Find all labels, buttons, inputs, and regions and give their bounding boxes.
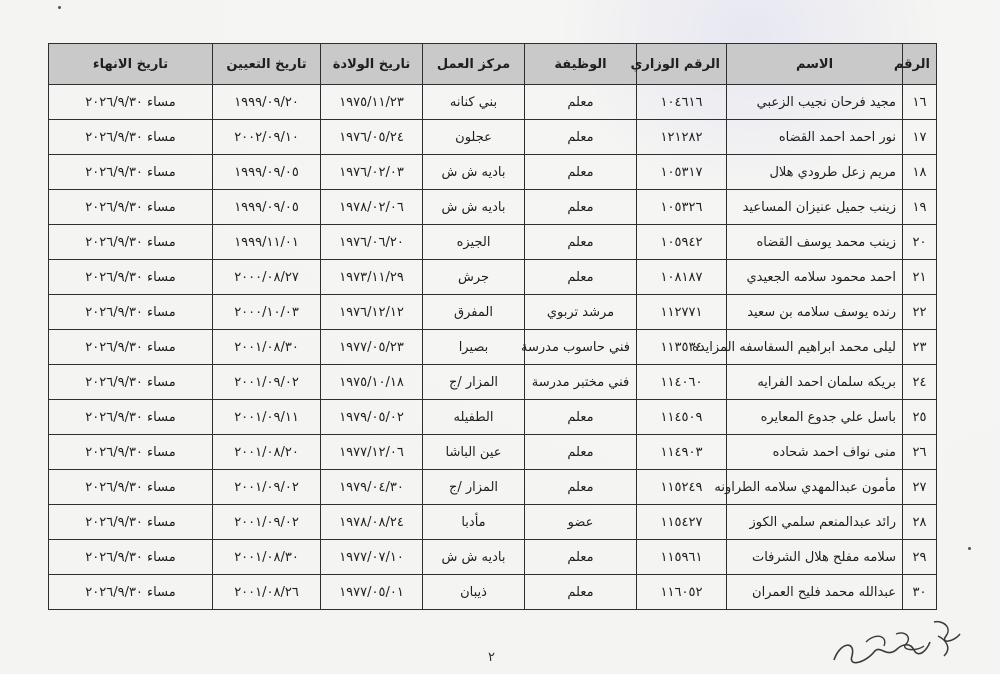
cell-job: مرشد تربوي: [525, 295, 637, 330]
cell-job: عضو: [525, 505, 637, 540]
cell-job: معلم: [525, 155, 637, 190]
cell-num: ٢١: [903, 260, 937, 295]
cell-name: رنده يوسف سلامه بن سعيد: [727, 295, 903, 330]
cell-num: ٢٨: [903, 505, 937, 540]
cell-end-date: مساء ٢٠٢٦/٩/٣٠: [49, 505, 213, 540]
table-row: [49, 505, 937, 540]
cell-end-date: مساء ٢٠٢٦/٩/٣٠: [49, 225, 213, 260]
cell-work-center: مأدبا: [423, 505, 525, 540]
cell-job: معلم: [525, 190, 637, 225]
cell-appointment-date: ١٩٩٩/٠٩/٢٠: [213, 85, 321, 120]
cell-birth-date: ١٩٧٨/٠٢/٠٦: [321, 190, 423, 225]
cell-work-center: باديه ش ش: [423, 155, 525, 190]
cell-name: عبدالله محمد فليح العمران: [727, 575, 903, 610]
page-number: ٢: [488, 650, 495, 665]
cell-job: معلم: [525, 435, 637, 470]
cell-job: معلم: [525, 470, 637, 505]
cell-num: ٢٠: [903, 225, 937, 260]
cell-work-center: ذيبان: [423, 575, 525, 610]
cell-work-center: المزار /ج: [423, 470, 525, 505]
cell-name: بريكه سلمان احمد الفرايه: [727, 365, 903, 400]
cell-job: فني حاسوب مدرسة: [525, 330, 637, 365]
cell-name: زينب محمد يوسف القضاه: [727, 225, 903, 260]
table-row: [49, 190, 937, 225]
cell-name: احمد محمود سلامه الجعيدي: [727, 260, 903, 295]
table-row: [49, 260, 937, 295]
cell-end-date: مساء ٢٠٢٦/٩/٣٠: [49, 120, 213, 155]
header-num: الرقم: [903, 44, 937, 85]
cell-name: سلامه مفلح هلال الشرفات: [727, 540, 903, 575]
header-birth-date: تاريخ الولادة: [321, 44, 423, 85]
cell-end-date: مساء ٢٠٢٦/٩/٣٠: [49, 260, 213, 295]
table-row: [49, 540, 937, 575]
cell-appointment-date: ٢٠٠٢/٠٩/١٠: [213, 120, 321, 155]
cell-num: ٣٠: [903, 575, 937, 610]
handwritten-signature: [826, 612, 966, 672]
table-row: [49, 400, 937, 435]
cell-birth-date: ١٩٧٦/١٢/١٢: [321, 295, 423, 330]
cell-appointment-date: ٢٠٠١/٠٩/٠٢: [213, 365, 321, 400]
cell-end-date: مساء ٢٠٢٦/٩/٣٠: [49, 85, 213, 120]
cell-ministry-id: ١١٢٧٧١: [637, 295, 727, 330]
cell-ministry-id: ١١٦٠٥٢: [637, 575, 727, 610]
speck: [968, 547, 971, 550]
cell-birth-date: ١٩٧٦/٠٦/٢٠: [321, 225, 423, 260]
cell-name: مأمون عبدالمهدي سلامه الطراونه: [727, 470, 903, 505]
header-job: الوظيفة: [525, 44, 637, 85]
cell-work-center: عجلون: [423, 120, 525, 155]
table-row: [49, 120, 937, 155]
cell-work-center: المزار /ج: [423, 365, 525, 400]
table-row: [49, 155, 937, 190]
cell-birth-date: ١٩٧٩/٠٥/٠٢: [321, 400, 423, 435]
speck: [58, 6, 61, 9]
cell-appointment-date: ٢٠٠١/٠٨/٢٠: [213, 435, 321, 470]
cell-birth-date: ١٩٧٧/٠٧/١٠: [321, 540, 423, 575]
table-header-row: [49, 44, 937, 85]
cell-job: معلم: [525, 540, 637, 575]
cell-work-center: باديه ش ش: [423, 540, 525, 575]
cell-ministry-id: ١٠٥٩٤٢: [637, 225, 727, 260]
header-appointment-date: تاريخ التعيين: [213, 44, 321, 85]
table-row: [49, 330, 937, 365]
cell-ministry-id: ١١٤٥٠٩: [637, 400, 727, 435]
cell-work-center: بصيرا: [423, 330, 525, 365]
cell-end-date: مساء ٢٠٢٦/٩/٣٠: [49, 400, 213, 435]
cell-birth-date: ١٩٧٥/١١/٢٣: [321, 85, 423, 120]
cell-work-center: المفرق: [423, 295, 525, 330]
cell-name: مجيد فرحان نجيب الزعبي: [727, 85, 903, 120]
cell-appointment-date: ٢٠٠١/٠٩/١١: [213, 400, 321, 435]
cell-ministry-id: ١٠٥٣١٧: [637, 155, 727, 190]
cell-appointment-date: ٢٠٠١/٠٨/٣٠: [213, 540, 321, 575]
cell-name: رائد عبدالمنعم سلمي الكوز: [727, 505, 903, 540]
cell-work-center: عين الباشا: [423, 435, 525, 470]
header-end-date: تاريخ الانهاء: [49, 44, 213, 85]
cell-end-date: مساء ٢٠٢٦/٩/٣٠: [49, 435, 213, 470]
cell-num: ٢٦: [903, 435, 937, 470]
cell-end-date: مساء ٢٠٢٦/٩/٣٠: [49, 575, 213, 610]
cell-job: معلم: [525, 85, 637, 120]
cell-job: معلم: [525, 575, 637, 610]
cell-num: ١٧: [903, 120, 937, 155]
cell-name: مريم زعل طرودي هلال: [727, 155, 903, 190]
cell-name: باسل علي جدوع المعايره: [727, 400, 903, 435]
cell-end-date: مساء ٢٠٢٦/٩/٣٠: [49, 540, 213, 575]
cell-name: زينب جميل عنيزان المساعيد: [727, 190, 903, 225]
cell-ministry-id: ١١٤٩٠٣: [637, 435, 727, 470]
cell-appointment-date: ١٩٩٩/١١/٠١: [213, 225, 321, 260]
cell-appointment-date: ٢٠٠١/٠٩/٠٢: [213, 505, 321, 540]
cell-job: معلم: [525, 120, 637, 155]
table-row: [49, 435, 937, 470]
header-ministry-id: الرقم الوزاري: [637, 44, 727, 85]
table-row: [49, 365, 937, 400]
cell-appointment-date: ٢٠٠٠/١٠/٠٣: [213, 295, 321, 330]
cell-ministry-id: ١١٣٥٣٤: [637, 330, 727, 365]
cell-ministry-id: ١١٥٤٢٧: [637, 505, 727, 540]
cell-work-center: باديه ش ش: [423, 190, 525, 225]
employee-table: [48, 43, 937, 610]
header-work-center: مركز العمل: [423, 44, 525, 85]
cell-appointment-date: ٢٠٠١/٠٨/٣٠: [213, 330, 321, 365]
cell-work-center: الجيزه: [423, 225, 525, 260]
cell-num: ١٨: [903, 155, 937, 190]
table-row: [49, 470, 937, 505]
cell-num: ٢٣: [903, 330, 937, 365]
cell-end-date: مساء ٢٠٢٦/٩/٣٠: [49, 295, 213, 330]
cell-appointment-date: ١٩٩٩/٠٩/٠٥: [213, 155, 321, 190]
cell-work-center: جرش: [423, 260, 525, 295]
cell-job: معلم: [525, 260, 637, 295]
cell-ministry-id: ١١٤٠٦٠: [637, 365, 727, 400]
cell-birth-date: ١٩٧٧/٠٥/٢٣: [321, 330, 423, 365]
cell-appointment-date: ٢٠٠٠/٠٨/٢٧: [213, 260, 321, 295]
header-name: الاسم: [727, 44, 903, 85]
cell-num: ٢٧: [903, 470, 937, 505]
cell-name: ليلى محمد ابراهيم السفاسفه المزايده: [727, 330, 903, 365]
cell-appointment-date: ٢٠٠١/٠٨/٢٦: [213, 575, 321, 610]
cell-appointment-date: ٢٠٠١/٠٩/٠٢: [213, 470, 321, 505]
cell-end-date: مساء ٢٠٢٦/٩/٣٠: [49, 330, 213, 365]
table-row: [49, 85, 937, 120]
cell-num: ١٦: [903, 85, 937, 120]
cell-num: ١٩: [903, 190, 937, 225]
cell-num: ٢٩: [903, 540, 937, 575]
table-row: [49, 225, 937, 260]
cell-birth-date: ١٩٧٦/٠٥/٢٤: [321, 120, 423, 155]
cell-ministry-id: ١٢١٢٨٢: [637, 120, 727, 155]
cell-job: فني مختبر مدرسة: [525, 365, 637, 400]
cell-end-date: مساء ٢٠٢٦/٩/٣٠: [49, 190, 213, 225]
cell-num: ٢٢: [903, 295, 937, 330]
cell-job: معلم: [525, 225, 637, 260]
table-row: [49, 295, 937, 330]
cell-job: معلم: [525, 400, 637, 435]
cell-work-center: بني كنانه: [423, 85, 525, 120]
cell-num: ٢٤: [903, 365, 937, 400]
cell-name: نور احمد احمد القضاه: [727, 120, 903, 155]
cell-birth-date: ١٩٧٥/١٠/١٨: [321, 365, 423, 400]
cell-birth-date: ١٩٧٦/٠٢/٠٣: [321, 155, 423, 190]
cell-birth-date: ١٩٧٨/٠٨/٢٤: [321, 505, 423, 540]
cell-end-date: مساء ٢٠٢٦/٩/٣٠: [49, 155, 213, 190]
cell-birth-date: ١٩٧٩/٠٤/٣٠: [321, 470, 423, 505]
cell-end-date: مساء ٢٠٢٦/٩/٣٠: [49, 365, 213, 400]
cell-end-date: مساء ٢٠٢٦/٩/٣٠: [49, 470, 213, 505]
cell-ministry-id: ١٠٨١٨٧: [637, 260, 727, 295]
cell-name: منى نواف احمد شحاده: [727, 435, 903, 470]
cell-appointment-date: ١٩٩٩/٠٩/٠٥: [213, 190, 321, 225]
cell-num: ٢٥: [903, 400, 937, 435]
cell-ministry-id: ١٠٥٣٢٦: [637, 190, 727, 225]
cell-ministry-id: ١١٥٩٦١: [637, 540, 727, 575]
cell-birth-date: ١٩٧٣/١١/٢٩: [321, 260, 423, 295]
cell-work-center: الطفيله: [423, 400, 525, 435]
table-row: [49, 575, 937, 610]
cell-birth-date: ١٩٧٧/١٢/٠٦: [321, 435, 423, 470]
cell-ministry-id: ١٠٤٦١٦: [637, 85, 727, 120]
cell-ministry-id: ١١٥٢٤٩: [637, 470, 727, 505]
cell-birth-date: ١٩٧٧/٠٥/٠١: [321, 575, 423, 610]
